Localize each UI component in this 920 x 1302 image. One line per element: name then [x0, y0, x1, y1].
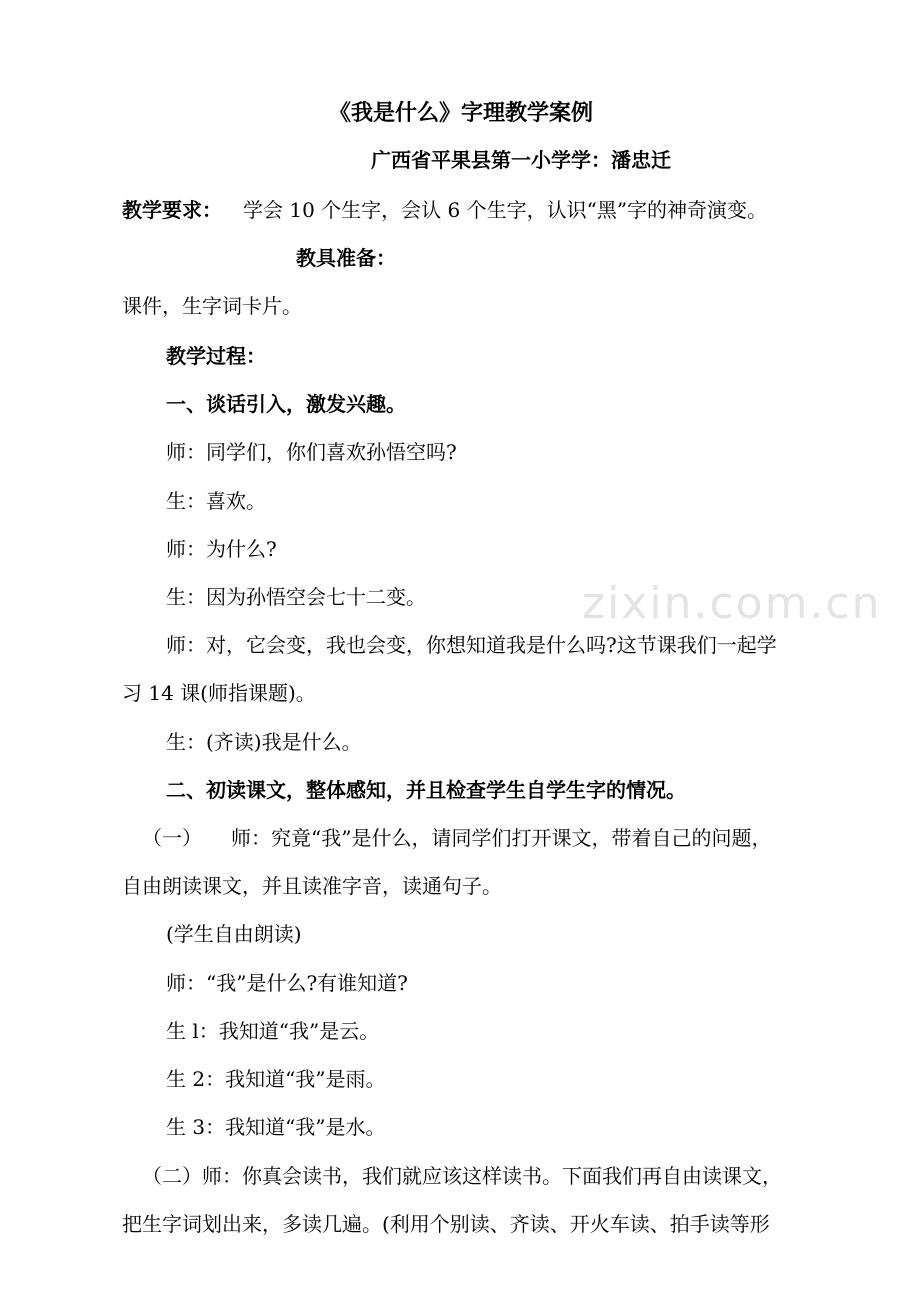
- requirement-label: 教学要求：: [122, 198, 222, 222]
- requirement-text: 学会 10 个生字，会认 6 个生字，认识“黑”字的神奇演变。: [243, 198, 768, 222]
- watermark: zixin.com.cn: [582, 578, 882, 629]
- author-line: 广西省平果县第一小学学：潘忠迁: [371, 148, 671, 172]
- dialogue-line: 生：因为孙悟空会七十二变。: [166, 585, 426, 609]
- dialogue-line: 生 3：我知道“我”是水。: [166, 1115, 386, 1139]
- doc-title: 《我是什么》字理教学案例: [329, 101, 594, 126]
- dialogue-line: 生 l：我知道“我”是云。: [166, 1019, 380, 1043]
- dialogue-line: (学生自由朗读): [166, 922, 302, 946]
- paragraph-line-continued: 自由朗读课文，并且读准字音，读通句子。: [122, 874, 502, 898]
- paragraph-line: 师：究竟“我”是什么，请同学们打开课文，带着自己的问题，: [231, 826, 772, 850]
- dialogue-line: 师：为什么?: [166, 537, 277, 561]
- prep-text: 课件，生字词卡片。: [122, 294, 302, 318]
- paragraph-line: （二）师：你真会读书，我们就应该这样读书。下面我们再自由读课文，: [142, 1164, 782, 1188]
- dialogue-line: 师：对，它会变，我也会变，你想知道我是什么吗?这节课我们一起学: [166, 633, 777, 657]
- prep-label: 教具准备：: [296, 246, 396, 270]
- dialogue-line: 师：“我”是什么?有谁知道?: [166, 971, 408, 995]
- dialogue-line: 生：喜欢。: [166, 489, 266, 513]
- section-heading-2: 二、初读课文，整体感知，并且检查学生自学生字的情况。: [166, 778, 686, 802]
- paragraph-line-continued: 把生字词划出来，多读几遍。(利用个别读、齐读、开火车读、拍手读等形: [122, 1212, 770, 1236]
- dialogue-line-continued: 习 14 课(师指课题)。: [122, 681, 316, 705]
- dialogue-line: 生 2：我知道“我”是雨。: [166, 1067, 386, 1091]
- paragraph-marker: （一）: [142, 826, 202, 850]
- dialogue-line: 师：同学们，你们喜欢孙悟空吗?: [166, 440, 457, 464]
- process-label: 教学过程：: [166, 344, 266, 368]
- dialogue-line: 生：(齐读)我是什么。: [166, 730, 362, 754]
- section-heading-1: 一、谈话引入，激发兴趣。: [166, 392, 406, 416]
